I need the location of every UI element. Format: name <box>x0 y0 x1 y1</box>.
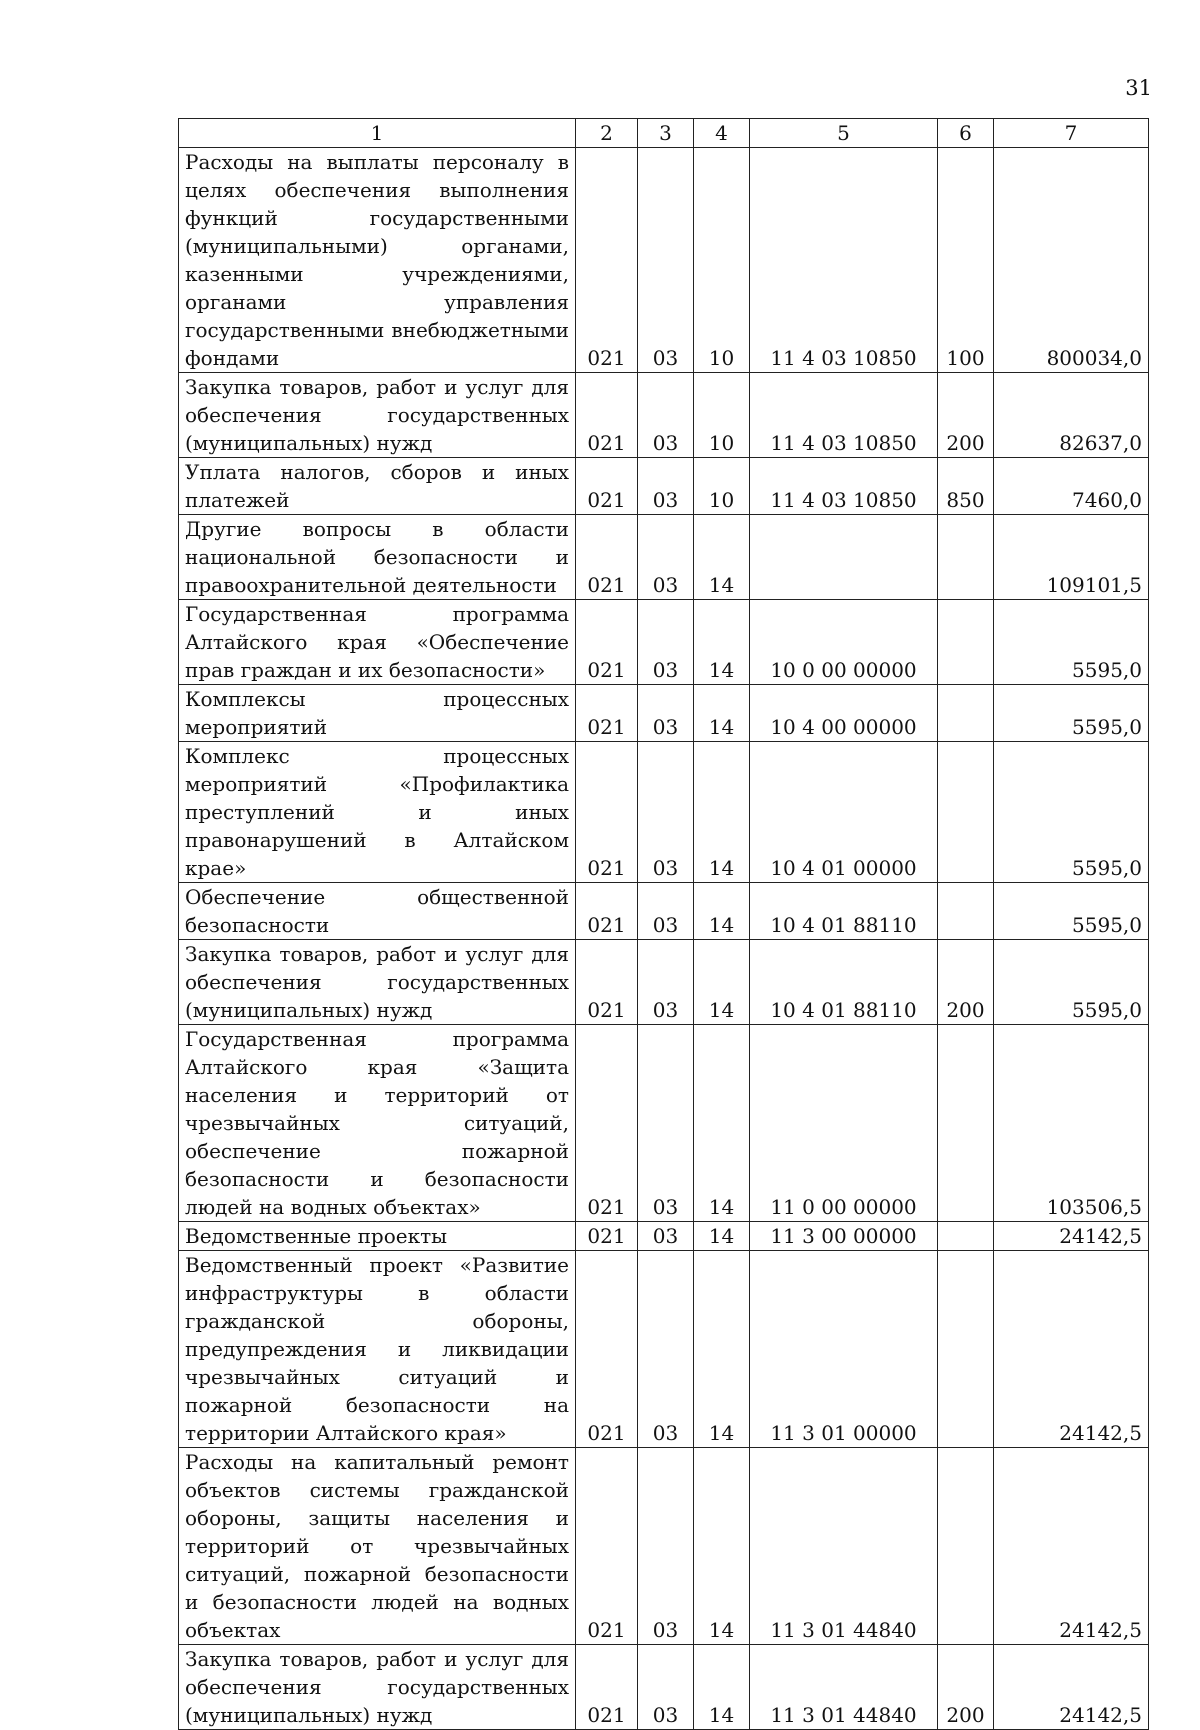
ministry-code-cell: 021 <box>576 1645 638 1730</box>
target-article-cell: 10 4 01 88110 <box>750 883 938 940</box>
expense-name-cell: Закупка товаров, работ и услуг для обеспечения государственных (муниципальных) нужд <box>179 1645 576 1730</box>
expense-type-cell: 100 <box>938 148 994 373</box>
expense-type-cell <box>938 1448 994 1645</box>
table-row <box>179 1222 1149 1251</box>
subsection-code-cell: 14 <box>694 742 750 883</box>
amount-cell: 109101,5 <box>994 515 1149 600</box>
target-article-cell: 11 4 03 10850 <box>750 458 938 515</box>
section-code-cell: 03 <box>638 883 694 940</box>
ministry-code-cell: 021 <box>576 1222 638 1251</box>
ministry-code-cell: 021 <box>576 1025 638 1222</box>
expense-name-cell: Закупка товаров, работ и услуг для обеспечения государственных (муниципальных) нужд <box>179 940 576 1025</box>
expense-type-cell <box>938 1222 994 1251</box>
subsection-code-cell: 10 <box>694 373 750 458</box>
target-article-cell: 10 4 00 00000 <box>750 685 938 742</box>
target-article-cell: 11 3 01 44840 <box>750 1448 938 1645</box>
expense-type-cell <box>938 1251 994 1448</box>
target-article-cell: 11 4 03 10850 <box>750 373 938 458</box>
table-header-row <box>179 119 1149 148</box>
target-article-cell <box>750 515 938 600</box>
expense-type-cell: 200 <box>938 373 994 458</box>
ministry-code-cell: 021 <box>576 685 638 742</box>
table-row <box>179 1025 1149 1222</box>
expense-type-cell: 200 <box>938 1645 994 1730</box>
expense-name-cell: Расходы на капитальный ремонт объектов системы гражданской обороны, защиты населения и территорий от чрезвычайных ситуаций, пожарной безопасности и безопасности людей на водных объектах <box>179 1448 576 1645</box>
amount-cell: 24142,5 <box>994 1448 1149 1645</box>
subsection-code-cell: 14 <box>694 1251 750 1448</box>
expense-name-cell: Комплекс процессных мероприятий «Профилактика преступлений и иных правонарушений в Алтайском крае» <box>179 742 576 883</box>
table-row <box>179 685 1149 742</box>
expense-type-cell: 850 <box>938 458 994 515</box>
target-article-cell: 10 4 01 00000 <box>750 742 938 883</box>
ministry-code-cell: 021 <box>576 600 638 685</box>
column-header: 1 <box>179 119 576 148</box>
target-article-cell: 11 3 01 44840 <box>750 1645 938 1730</box>
amount-cell: 800034,0 <box>994 148 1149 373</box>
section-code-cell: 03 <box>638 1222 694 1251</box>
column-header: 6 <box>938 119 994 148</box>
amount-cell: 24142,5 <box>994 1645 1149 1730</box>
ministry-code-cell: 021 <box>576 515 638 600</box>
amount-cell: 5595,0 <box>994 742 1149 883</box>
expense-type-cell <box>938 883 994 940</box>
expense-type-cell <box>938 1025 994 1222</box>
budget-table <box>178 118 1149 1730</box>
amount-cell: 5595,0 <box>994 883 1149 940</box>
table-row <box>179 458 1149 515</box>
subsection-code-cell: 14 <box>694 883 750 940</box>
subsection-code-cell: 14 <box>694 940 750 1025</box>
amount-cell: 5595,0 <box>994 685 1149 742</box>
section-code-cell: 03 <box>638 148 694 373</box>
target-article-cell: 11 3 00 00000 <box>750 1222 938 1251</box>
table-row <box>179 1645 1149 1730</box>
section-code-cell: 03 <box>638 742 694 883</box>
table-row <box>179 940 1149 1025</box>
subsection-code-cell: 14 <box>694 1645 750 1730</box>
section-code-cell: 03 <box>638 940 694 1025</box>
subsection-code-cell: 10 <box>694 148 750 373</box>
section-code-cell: 03 <box>638 685 694 742</box>
expense-type-cell: 200 <box>938 940 994 1025</box>
expense-name-cell: Комплексы процессных мероприятий <box>179 685 576 742</box>
column-header: 4 <box>694 119 750 148</box>
amount-cell: 103506,5 <box>994 1025 1149 1222</box>
ministry-code-cell: 021 <box>576 883 638 940</box>
table-row <box>179 1251 1149 1448</box>
section-code-cell: 03 <box>638 1448 694 1645</box>
target-article-cell: 11 3 01 00000 <box>750 1251 938 1448</box>
column-header: 3 <box>638 119 694 148</box>
expense-name-cell: Государственная программа Алтайского края «Защита населения и территорий от чрезвычайных ситуаций, обеспечение пожарной безопасности и безопасности людей на водных объектах» <box>179 1025 576 1222</box>
expense-name-cell: Обеспечение общественной безопасности <box>179 883 576 940</box>
table-row <box>179 742 1149 883</box>
target-article-cell: 10 0 00 00000 <box>750 600 938 685</box>
expense-type-cell <box>938 742 994 883</box>
target-article-cell: 11 0 00 00000 <box>750 1025 938 1222</box>
section-code-cell: 03 <box>638 1025 694 1222</box>
expense-name-cell: Государственная программа Алтайского края «Обеспечение прав граждан и их безопасности» <box>179 600 576 685</box>
page-number: 31 <box>1125 76 1152 100</box>
ministry-code-cell: 021 <box>576 1251 638 1448</box>
ministry-code-cell: 021 <box>576 742 638 883</box>
amount-cell: 82637,0 <box>994 373 1149 458</box>
section-code-cell: 03 <box>638 600 694 685</box>
section-code-cell: 03 <box>638 458 694 515</box>
subsection-code-cell: 14 <box>694 1448 750 1645</box>
table-row <box>179 1448 1149 1645</box>
amount-cell: 24142,5 <box>994 1222 1149 1251</box>
expense-name-cell: Ведомственные проекты <box>179 1222 576 1251</box>
expense-type-cell <box>938 600 994 685</box>
table-row <box>179 148 1149 373</box>
amount-cell: 24142,5 <box>994 1251 1149 1448</box>
ministry-code-cell: 021 <box>576 940 638 1025</box>
ministry-code-cell: 021 <box>576 458 638 515</box>
column-header: 5 <box>750 119 938 148</box>
section-code-cell: 03 <box>638 373 694 458</box>
target-article-cell: 11 4 03 10850 <box>750 148 938 373</box>
subsection-code-cell: 14 <box>694 600 750 685</box>
subsection-code-cell: 14 <box>694 515 750 600</box>
expense-type-cell <box>938 515 994 600</box>
subsection-code-cell: 10 <box>694 458 750 515</box>
amount-cell: 7460,0 <box>994 458 1149 515</box>
column-header: 2 <box>576 119 638 148</box>
expense-name-cell: Другие вопросы в области национальной безопасности и правоохранительной деятельности <box>179 515 576 600</box>
expense-name-cell: Уплата налогов, сборов и иных платежей <box>179 458 576 515</box>
column-header: 7 <box>994 119 1149 148</box>
subsection-code-cell: 14 <box>694 685 750 742</box>
section-code-cell: 03 <box>638 1645 694 1730</box>
amount-cell: 5595,0 <box>994 940 1149 1025</box>
subsection-code-cell: 14 <box>694 1025 750 1222</box>
table-row <box>179 373 1149 458</box>
subsection-code-cell: 14 <box>694 1222 750 1251</box>
table-row <box>179 600 1149 685</box>
ministry-code-cell: 021 <box>576 148 638 373</box>
amount-cell: 5595,0 <box>994 600 1149 685</box>
target-article-cell: 10 4 01 88110 <box>750 940 938 1025</box>
expense-name-cell: Расходы на выплаты персоналу в целях обеспечения выполнения функций государственными (муниципальными) органами, казенными учреждениями, органами управления государственными внебюджетными фондами <box>179 148 576 373</box>
section-code-cell: 03 <box>638 1251 694 1448</box>
section-code-cell: 03 <box>638 515 694 600</box>
expense-type-cell <box>938 685 994 742</box>
table-row <box>179 515 1149 600</box>
table-row <box>179 883 1149 940</box>
expense-name-cell: Закупка товаров, работ и услуг для обеспечения государственных (муниципальных) нужд <box>179 373 576 458</box>
ministry-code-cell: 021 <box>576 373 638 458</box>
expense-name-cell: Ведомственный проект «Развитие инфраструктуры в области гражданской обороны, предупреждения и ликвидации чрезвычайных ситуаций и пожарной безопасности на территории Алтайского края» <box>179 1251 576 1448</box>
ministry-code-cell: 021 <box>576 1448 638 1645</box>
